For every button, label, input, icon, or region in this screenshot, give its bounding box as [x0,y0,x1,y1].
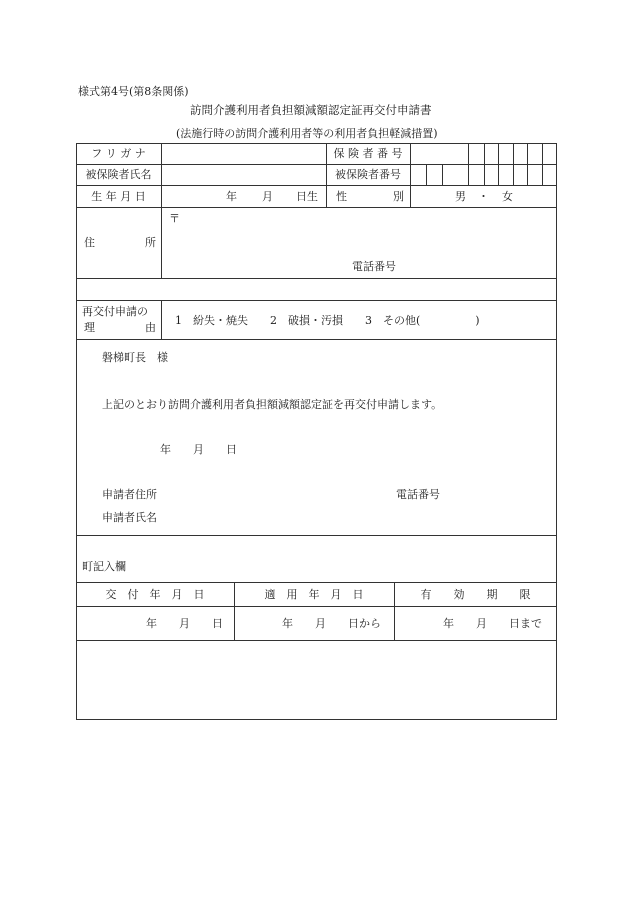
address-phone-label: 電話番号 [352,260,396,273]
declaration-date[interactable]: 年 月 日 [160,443,237,456]
col-line [161,300,162,339]
row-line [76,535,557,536]
form-title: 訪問介護利用者負担額減額認定証再交付申請書 [190,103,432,117]
town-section-label: 町記入欄 [82,560,126,573]
issue-date-value[interactable]: 年 月 日 [146,617,223,630]
form-number: 様式第4号(第8条関係) [78,85,189,98]
insured-number-label: 被保険者番号 [335,168,401,181]
declaration-statement: 上記のとおり訪問介護利用者負担額減額認定証を再交付申請します。 [102,398,443,411]
sex-label-2: 別 [393,190,404,203]
reason-options[interactable]: 1 紛失・焼失 2 破損・汚損 3 その他( ) [175,314,480,327]
applicant-name-label: 申請者氏名 [102,511,157,524]
dob-month: 月 [262,190,273,203]
form-subtitle: (法施行時の訪問介護利用者等の利用者負担軽減措置) [176,127,438,140]
insured-number-input[interactable] [410,164,557,185]
sex-male-option[interactable]: 男 [455,190,466,203]
issue-date-header: 交 付 年 月 日 [105,587,205,601]
town-notes-area[interactable] [77,641,556,719]
row-line [76,300,557,301]
apply-date-value[interactable]: 年 月 日から [282,617,381,630]
row-line [76,278,557,279]
sex-female-option[interactable]: 女 [502,190,513,203]
row-line [76,606,557,607]
sex-label-1: 性 [336,190,347,203]
applicant-address-label: 申請者住所 [102,488,157,501]
insurer-number-label: 保 険 者 番 号 [333,147,403,160]
insurer-number-input[interactable] [410,143,557,164]
sex-separator: ・ [478,190,489,203]
apply-date-header: 適 用 年 月 日 [264,587,364,601]
dob-label: 生 年 月 日 [91,189,146,203]
reason-label-1: 再交付申請の [82,305,148,318]
reason-label-2b: 由 [145,321,156,334]
row-line [76,339,557,340]
furigana-label: フ リ ガ ナ [91,147,146,160]
reason-label-2a: 理 [84,321,95,334]
dob-year: 年 [226,190,237,203]
furigana-input[interactable] [162,143,326,164]
dob-day: 日生 [296,190,318,203]
address-label-2: 所 [145,236,156,249]
address-label-1: 住 [84,236,95,249]
postal-mark-icon: 〒 [169,212,180,225]
valid-period-header: 有 効 期 限 [420,587,531,601]
insured-name-label: 被保険者氏名 [85,168,152,181]
insured-name-input[interactable] [162,164,326,185]
valid-period-value[interactable]: 年 月 日まで [443,617,542,630]
applicant-phone-label: 電話番号 [396,488,440,501]
addressee: 磐梯町長 様 [102,351,168,364]
